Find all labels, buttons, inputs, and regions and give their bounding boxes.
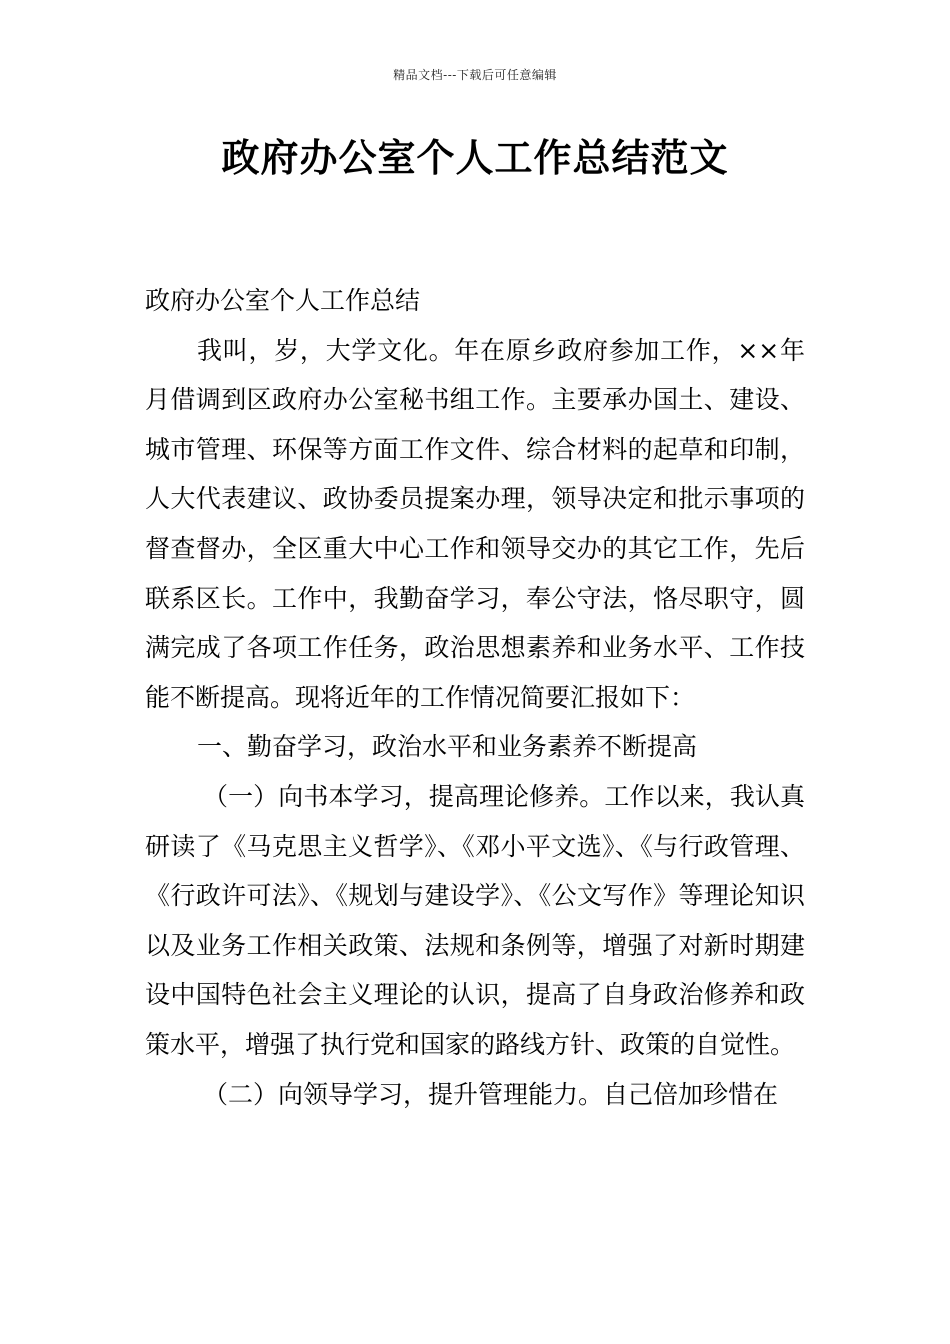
document-title: 政府办公室个人工作总结范文 [221, 135, 729, 180]
document-subtitle: 政府办公室个人工作总结 [145, 286, 421, 315]
document-body [145, 276, 805, 1119]
paragraph-study-books: （一）向书本学习，提高理论修养。工作以来，我认真研读了《马克思主义哲学》、《邓小平文选》、《与行政管理、《行政许可法》、《规划与建设学》、《公文写作》等理论知识以及业务工作相关政策、法规和条例等，增强了对新时期建设中国特色社会主义理论的认识，提高了自身政治修养和政策水平，增强了执行党和国家的路线方针、政策的自觉性。 [145, 781, 805, 1059]
section-heading-1: 一、勤奋学习，政治水平和业务素养不断提高 [197, 732, 698, 762]
paragraph-study-leaders: （二）向领导学习，提升管理能力。自己倍加珍惜在 [203, 1079, 779, 1109]
header-note: 精品文档---下载后可任意编辑 [393, 68, 557, 82]
paragraph-intro: 我叫，岁，大学文化。年在原乡政府参加工作，××年月借调到区政府办公室秘书组工作。主要承办国土、建设、城市管理、环保等方面工作文件、综合材料的起草和印制，人大代表建议、政协委员提案办理，领导决定和批示事项的督查督办，全区重大中心工作和领导交办的其它工作，先后联系区长。工作中，我勤奋学习，奉公守法，恪尽职守，圆满完成了各项工作任务，政治思想素养和业务水平、工作技能不断提高。现将近年的工作情况简要汇报如下： [145, 335, 805, 712]
